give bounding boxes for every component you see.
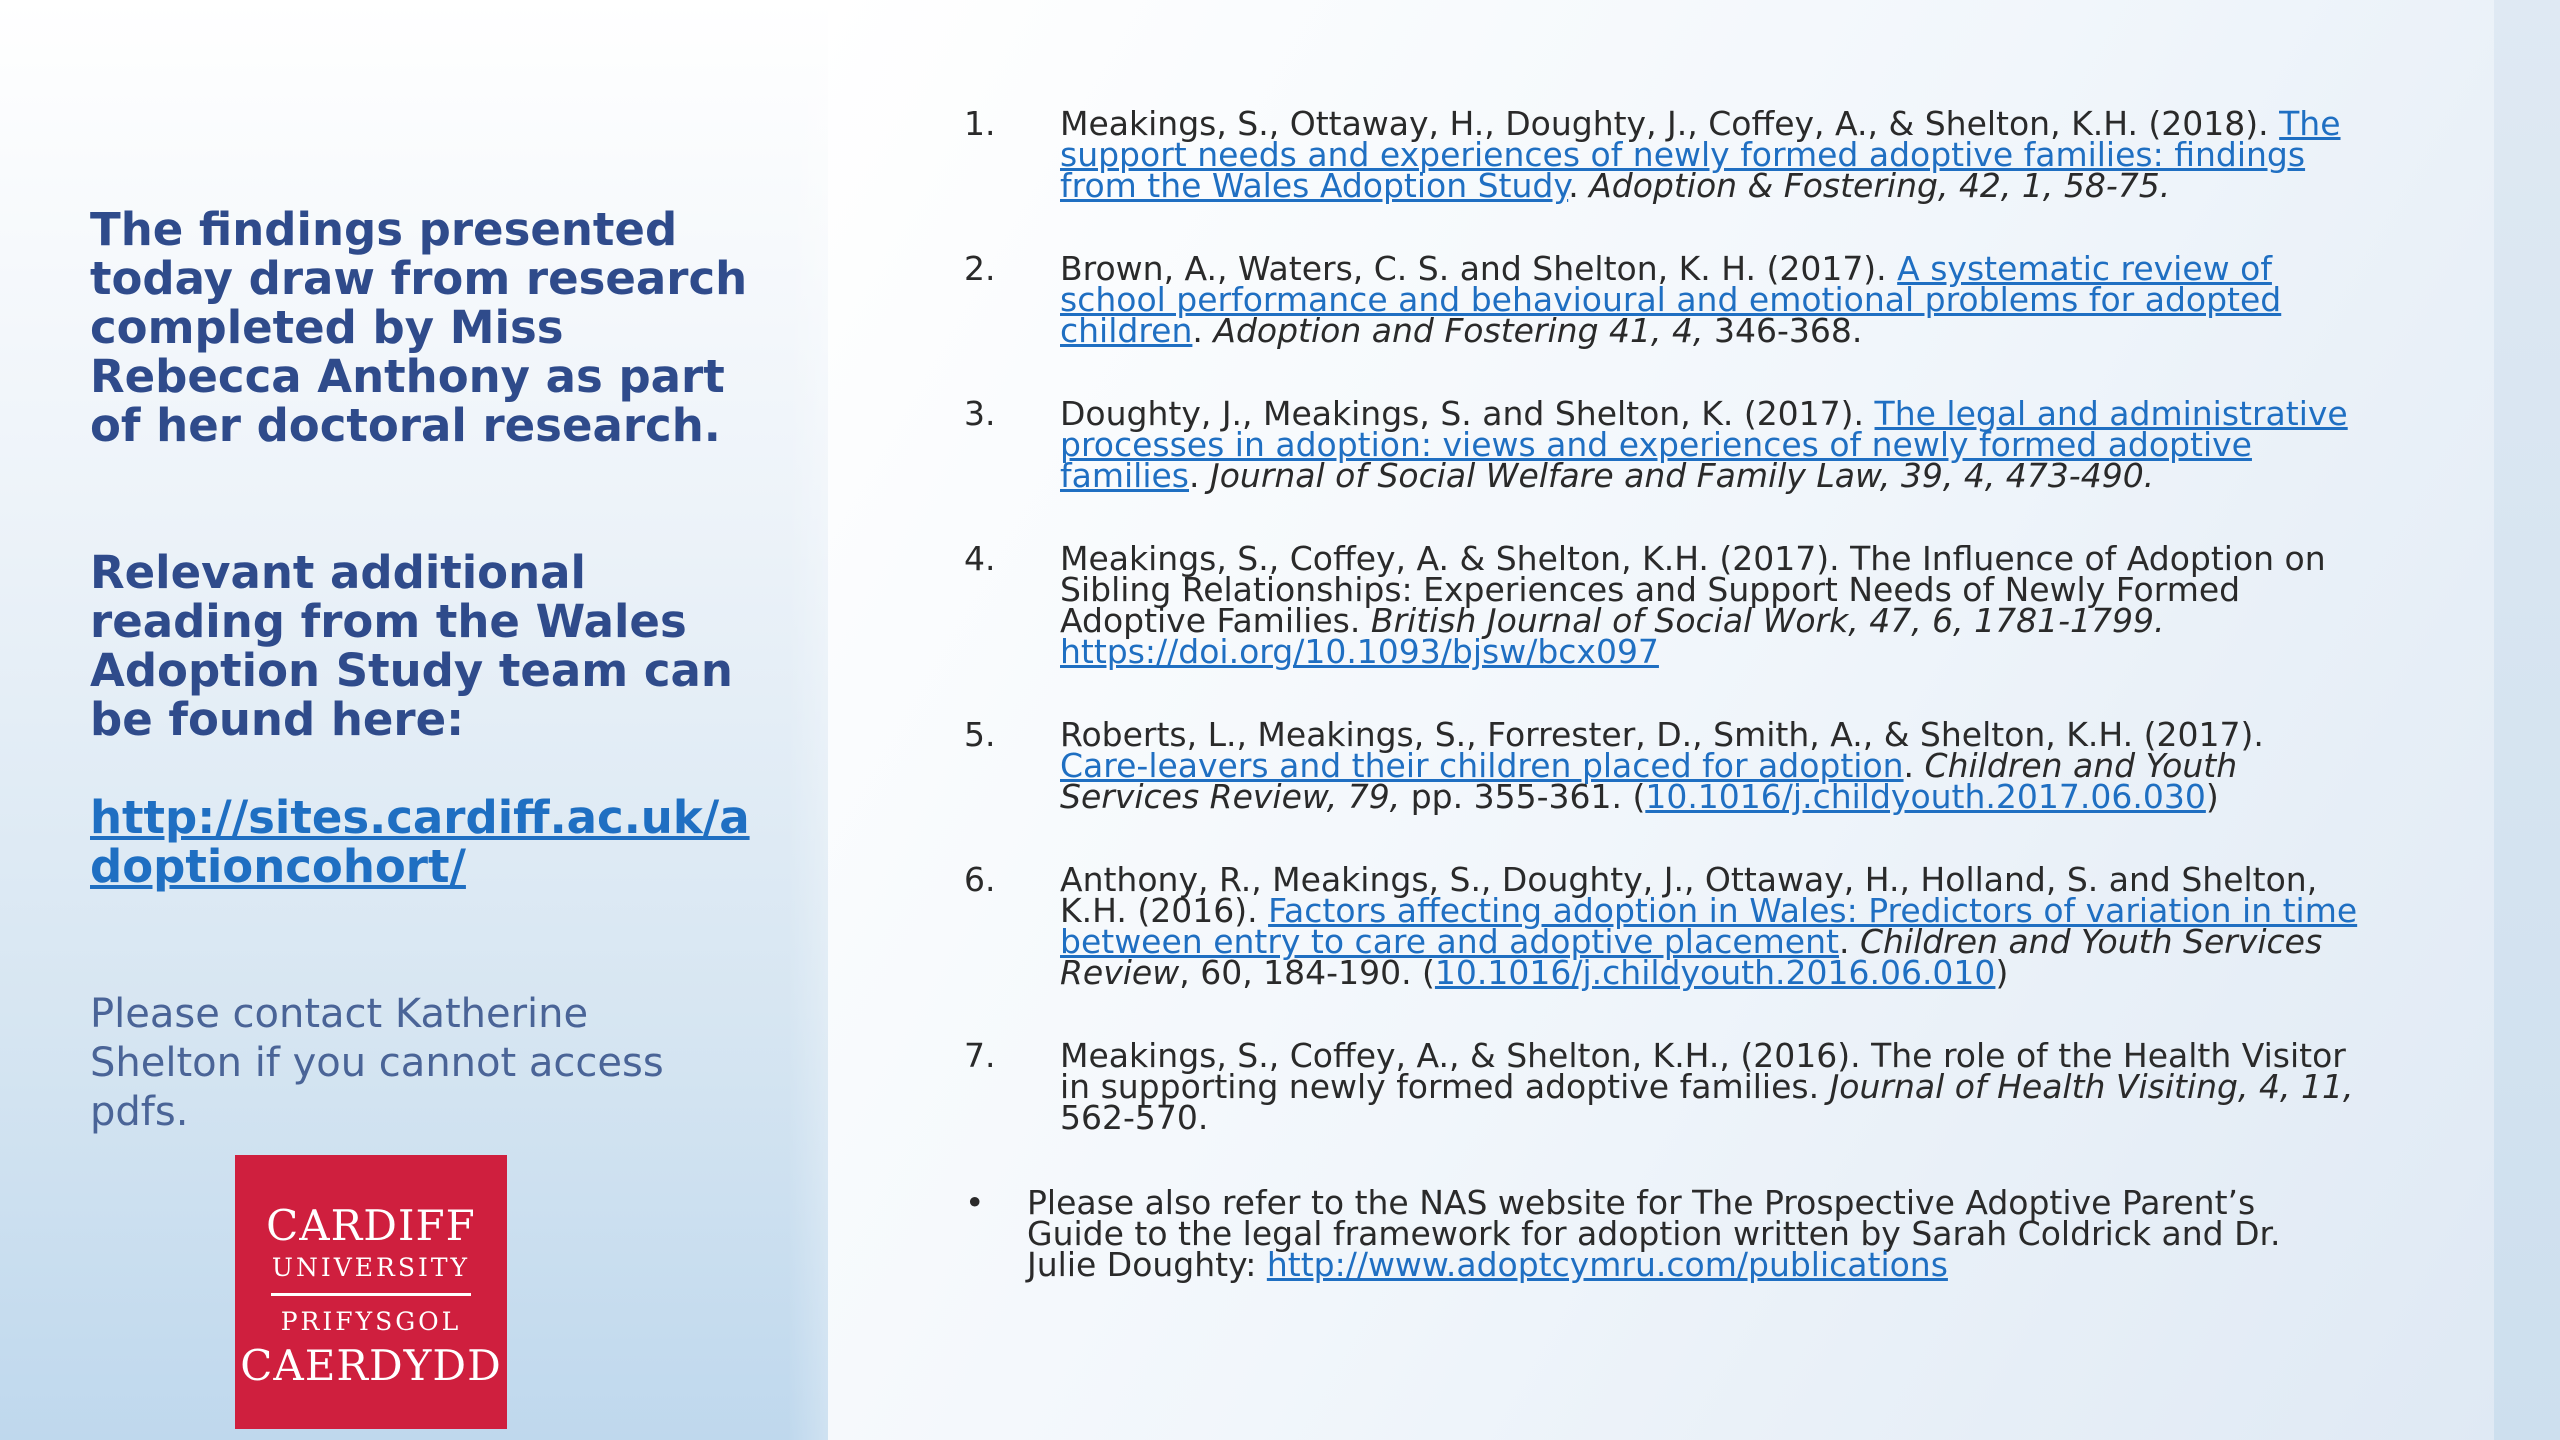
reference-number: 2. xyxy=(964,249,996,288)
reference-authors: Anthony, R., Meakings, S., Doughty, J., Ottaway, H., Holland, S. and Shelton, K.H. (2016). xyxy=(1060,860,2318,930)
adoptcymru-link[interactable]: http://www.adoptcymru.com/publications xyxy=(1266,1245,1948,1284)
reference-number: 1. xyxy=(964,104,996,143)
reference-journal: British Journal of Social Work, 47, 6, 1781-1799. xyxy=(1370,601,2165,640)
reference-text xyxy=(1060,394,2360,495)
contact-note: Please contact Katherine Shelton if you cannot access pdfs. xyxy=(90,991,664,1135)
reference-close: ) xyxy=(1995,953,2009,992)
reference-authors: Meakings, S., Coffey, A., & Shelton, K.H., (2016). The role of the Health Visitor in supporting newly formed adoptive families. xyxy=(1060,1036,2346,1106)
reference-title-link[interactable]: The support needs and experiences of newly formed adoptive families: findings from the Wales Adoption Study xyxy=(1060,104,2341,205)
reference-authors: Meakings, S., Coffey, A. & Shelton, K.H. (2017). The Influence of Adoption on Sibling Relationships: Experiences and Support Needs of Newly Formed Adoptive Families. xyxy=(1060,539,2326,640)
reference-journal: Children and Youth Services Review xyxy=(1060,922,2323,992)
nas-note-text: Please also refer to the NAS website for The Prospective Adoptive Parent’s Guide to the legal framework for adoption written by Sarah Coldrick and Dr. Julie Doughty: xyxy=(1027,1183,2281,1284)
reference-item xyxy=(960,394,2360,495)
reference-item xyxy=(960,539,2360,671)
reference-authors: Brown, A., Waters, C. S. and Shelton, K. H. (2017). xyxy=(1060,249,1898,288)
logo-line-university: UNIVERSITY xyxy=(271,1253,471,1282)
reference-journal: Adoption and Fostering 41, 4, xyxy=(1213,311,1704,350)
reference-text xyxy=(1060,539,2360,671)
reference-text xyxy=(1060,860,2360,992)
reference-authors: Roberts, L., Meakings, S., Forrester, D., Smith, A., & Shelton, K.H. (2017). xyxy=(1060,715,2264,754)
reference-pages: 346-368. xyxy=(1703,311,1863,350)
reference-item xyxy=(960,1036,2360,1137)
reference-title-link[interactable]: The legal and administrative processes in adoption: views and experiences of newly formed adoptive families xyxy=(1060,394,2348,495)
reference-text xyxy=(1060,1036,2360,1137)
nas-note xyxy=(960,1183,2360,1284)
reference-separator: . xyxy=(1838,922,1860,961)
reference-list xyxy=(960,104,2360,1284)
left-panel xyxy=(0,0,828,1440)
reference-pages: , 60, 184-190. ( xyxy=(1179,953,1435,992)
reference-pages: pp. 355-361. ( xyxy=(1400,777,1646,816)
reference-separator: . xyxy=(1903,746,1925,785)
reference-authors: Doughty, J., Meakings, S. and Shelton, K. (2017). xyxy=(1060,394,1875,433)
reference-item xyxy=(960,249,2360,350)
adoption-cohort-link[interactable]: http://sites.cardiff.ac.uk/adoptioncohort/ xyxy=(90,791,750,893)
reference-pages: 562-570. xyxy=(1060,1098,1209,1137)
logo-line-cardiff: CARDIFF xyxy=(266,1201,476,1250)
reference-journal: Adoption & Fostering, 42, 1, 58-75. xyxy=(1589,166,2171,205)
reference-doi-link[interactable]: https://doi.org/10.1093/bjsw/bcx097 xyxy=(1060,632,1659,671)
reference-title-link[interactable]: A systematic review of school performance and behavioural and emotional problems for adopted children xyxy=(1060,249,2282,350)
cardiff-university-logo xyxy=(235,1155,507,1429)
reference-journal: Children and Youth Services Review, 79, xyxy=(1060,746,2238,816)
logo-line-prifysgol: PRIFYSGOL xyxy=(280,1307,462,1336)
reference-number: 5. xyxy=(964,715,996,754)
reference-separator: . xyxy=(1568,166,1590,205)
reference-item xyxy=(960,715,2360,816)
reference-separator: . xyxy=(1189,456,1210,495)
reference-number: 3. xyxy=(964,394,996,433)
reference-journal: Journal of Health Visiting, 4, 11, xyxy=(1829,1067,2354,1106)
reference-number: 7. xyxy=(964,1036,996,1075)
additional-reading-heading: Relevant additional reading from the Wales Adoption Study team can be found here: xyxy=(90,546,733,746)
right-edge-strip xyxy=(2494,0,2560,1440)
reference-title-link[interactable]: Factors affecting adoption in Wales: Predictors of variation in time between entry to care and adoptive placement xyxy=(1060,891,2358,961)
bullet-icon: • xyxy=(965,1183,985,1222)
reference-number: 6. xyxy=(964,860,996,899)
reference-doi-link[interactable]: 10.1016/j.childyouth.2017.06.030 xyxy=(1645,777,2206,816)
reference-number: 4. xyxy=(964,539,996,578)
reference-doi-link[interactable]: 10.1016/j.childyouth.2016.06.010 xyxy=(1434,953,1996,992)
reference-text xyxy=(1060,249,2360,350)
reference-authors: Meakings, S., Ottaway, H., Doughty, J., Coffey, A., & Shelton, K.H. (2018). xyxy=(1060,104,2280,143)
reference-text xyxy=(1060,104,2360,205)
reference-close: ) xyxy=(2205,777,2219,816)
reference-text xyxy=(1060,715,2360,816)
logo-line-caerdydd: CAERDYDD xyxy=(240,1341,502,1390)
reference-separator: . xyxy=(1192,311,1214,350)
reference-item xyxy=(960,860,2360,992)
reference-item xyxy=(960,104,2360,205)
reference-title-link[interactable]: Care-leavers and their children placed for adoption xyxy=(1060,746,1904,785)
logo-divider xyxy=(271,1293,471,1296)
findings-heading: The findings presented today draw from research completed by Miss Rebecca Anthony as part of her doctoral research. xyxy=(90,203,748,452)
reference-journal: Journal of Social Welfare and Family Law, 39, 4, 473-490. xyxy=(1209,456,2155,495)
